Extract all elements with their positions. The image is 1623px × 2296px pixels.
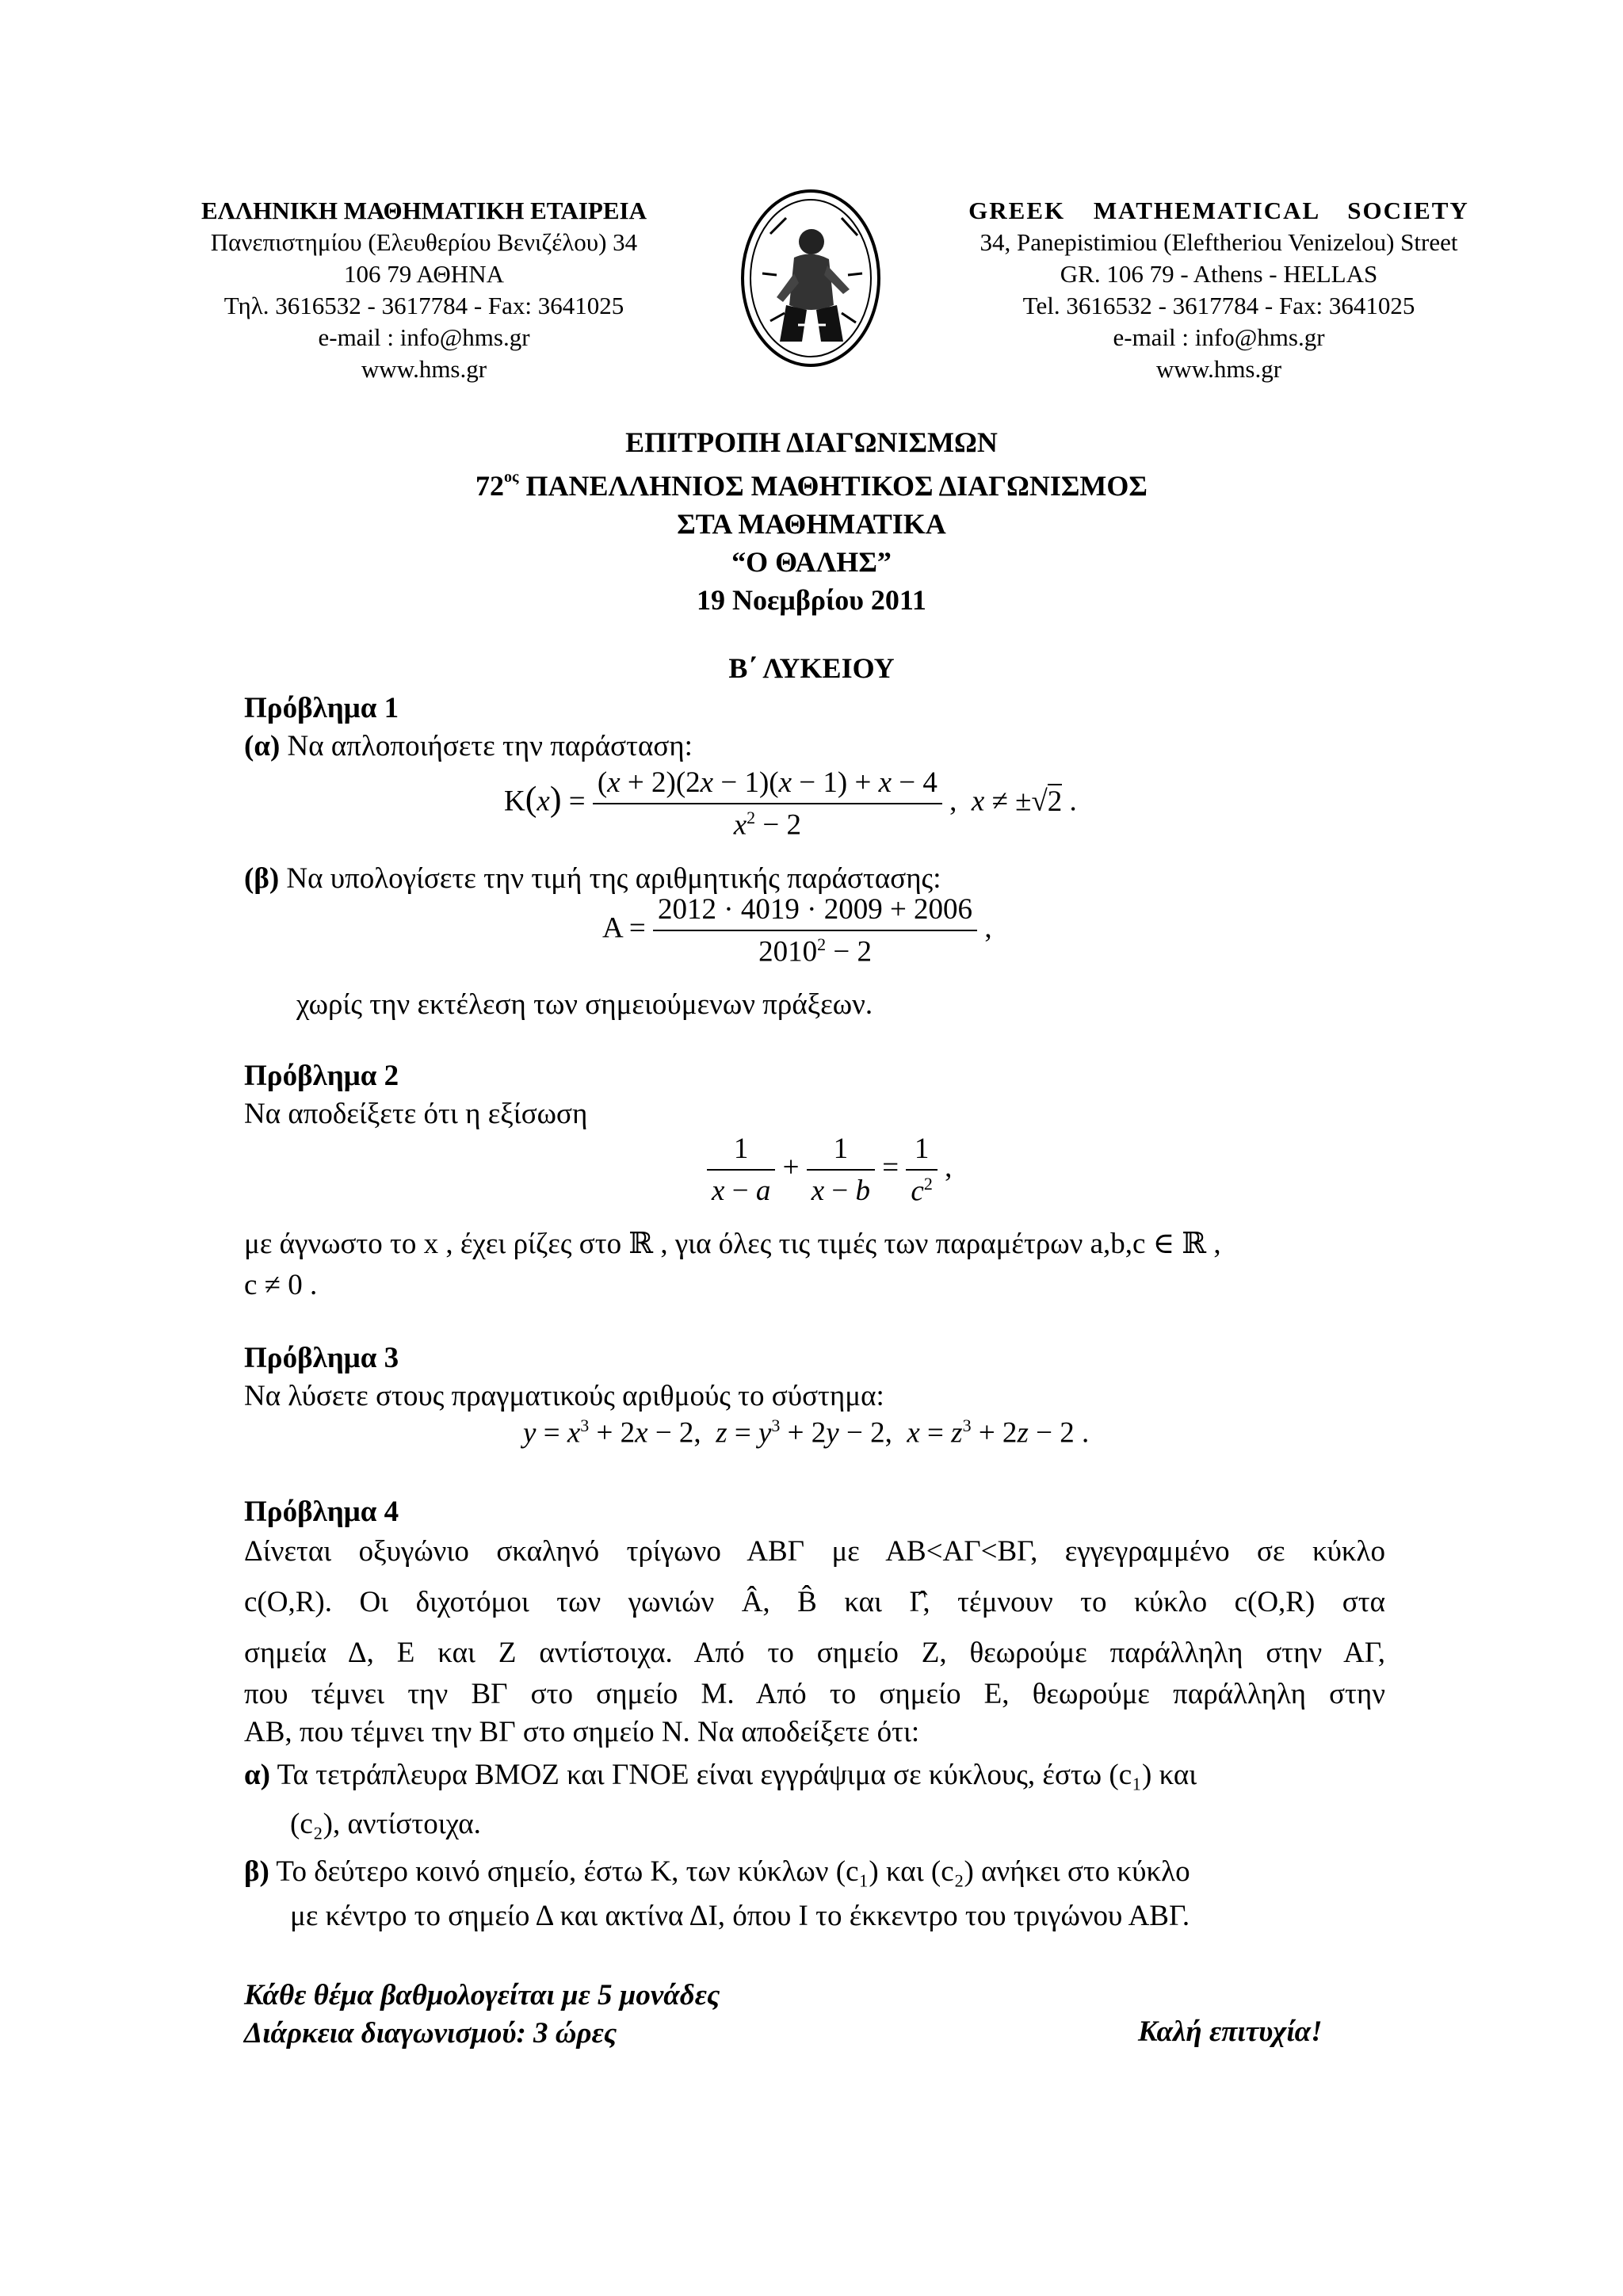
contest-date: 19 Νοεμβρίου 2011: [697, 584, 926, 616]
problem4-line2: c(O,R). Οι διχοτόμοι των γωνιών Â, B̂ και Γ̂, τέμνουν το κύκλο c(O,R) στα: [244, 1586, 1385, 1618]
contest-name: [0, 461, 1623, 505]
footer-good-luck: Καλή επιτυχία!: [1138, 2015, 1323, 2048]
part-a-text: Να απλοποιήσετε την παράσταση:: [280, 730, 693, 762]
problem2-intro: Να αποδείξετε ότι η εξίσωση: [244, 1098, 588, 1130]
p4-part-a-text: Τα τετράπλευρα ΒΜΟΖ και ΓΝΟΕ είναι εγγράψιμα σε κύκλους, έστω (c₁) και: [269, 1759, 1197, 1791]
part-b-label: (β): [244, 862, 280, 895]
problem1-heading: Πρόβλημα 1: [244, 692, 399, 724]
address-gr: Πανεπιστημίου (Ελευθερίου Βενιζέλου) 34: [210, 228, 638, 256]
problem2-line2: c ≠ 0 .: [244, 1269, 318, 1301]
contest-title: [0, 423, 1623, 619]
problem4-part-b-cont: με κέντρο το σημείο Δ και ακτίνα ΔΙ, όπου Ι το έκκεντρο του τριγώνου ΑΒΓ.: [290, 1900, 1190, 1932]
website-gr: www.hms.gr: [361, 355, 487, 383]
p4-part-a-label: α): [244, 1759, 270, 1791]
problem4-part-b: [244, 1853, 1190, 1891]
email-gr: e-mail : info@hms.gr: [318, 323, 530, 351]
email-en: e-mail : info@hms.gr: [1113, 323, 1325, 351]
city-en: GR. 106 79 - Athens - HELLAS: [1060, 260, 1378, 288]
website-en: www.hms.gr: [1155, 355, 1282, 383]
committee-title: ΕΠΙΤΡΟΠΗ ΔΙΑΓΩΝΙΣΜΩΝ: [625, 426, 998, 458]
problem1-note: χωρίς την εκτέλεση των σημειούμενων πράξεων.: [296, 988, 873, 1021]
problem4-line3: σημεία Δ, Ε και Ζ αντίστοιχα. Από το σημείο Ζ, θεωρούμε παράλληλη στην ΑΓ,: [244, 1637, 1385, 1669]
p4-part-b-label: β): [244, 1855, 269, 1888]
address-en: 34, Panepistimiou (Eleftheriou Venizelou) Street: [980, 228, 1458, 256]
society-name-en: GREEK MATHEMATICAL SOCIETY: [968, 197, 1469, 224]
problem1-expression-a: A = $\frac{2012 \cdot 4019 \cdot 2009 + 2006}{2010^2 - 2}$ ,: [602, 893, 992, 968]
contest-name-rest: ΠΑΝΕΛΛΗΝΙΟΣ ΜΑΘΗΤΙΚΟΣ ΔΙΑΓΩΝΙΣΜΟΣ: [518, 470, 1148, 502]
phone-en: Tel. 3616532 - 3617784 - Fax: 3641025: [1022, 292, 1415, 319]
part-b-text: Να υπολογίσετε την τιμή της αριθμητικής παράστασης:: [279, 862, 941, 895]
contest-nickname: “Ο ΘΑΛΗΣ”: [731, 546, 892, 578]
grade-level: Β΄ ΛΥΚΕΙΟΥ: [728, 652, 895, 684]
problem4-part-a-cont: (c₂), αντίστοιχα.: [290, 1808, 481, 1840]
problem3-intro: Να λύσετε στους πραγματικούς αριθμούς το σύστημα:: [244, 1380, 884, 1412]
problem3-system: $y = x^3 + 2x - 2$, $z = y^3 + 2y - 2$, $x = z^3 + 2z - 2$ .: [523, 1415, 1090, 1450]
phone-gr: Τηλ. 3616532 - 3617784 - Fax: 3641025: [223, 292, 624, 319]
city-gr: 106 79 ΑΘΗΝΑ: [344, 260, 504, 288]
problem2-heading: Πρόβλημα 2: [244, 1060, 399, 1092]
problem4-line1: Δίνεται οξυγώνιο σκαληνό τρίγωνο ΑΒΓ με ΑΒ<ΑΓ<ΒΓ, εγγεγραμμένο σε κύκλο: [244, 1535, 1385, 1568]
subject: ΣΤΑ ΜΑΘΗΜΑΤΙΚΑ: [677, 508, 946, 540]
footer-scoring: Κάθε θέμα βαθμολογείται με 5 μονάδες: [244, 1979, 720, 2011]
ordinal-suffix: ος: [504, 468, 519, 486]
problem4-line4: που τέμνει την ΒΓ στο σημείο Μ. Από το σημείο Ε, θεωρούμε παράλληλη στην: [244, 1678, 1385, 1710]
problem1-part-a: [244, 728, 693, 766]
contest-number: 72: [475, 470, 505, 502]
problem4-heading: Πρόβλημα 4: [244, 1496, 399, 1528]
problem4-line5: ΑΒ, που τέμνει την ΒΓ στο σημείο Ν. Να αποδείξετε ότι:: [244, 1716, 920, 1748]
problem2-equation: $\frac{1}{x - a}$ + $\frac{1}{x - b}$ = $\frac{1}{c^2}$ ,: [707, 1132, 952, 1208]
header-left: [147, 195, 701, 385]
p4-part-b-text: Το δεύτερο κοινό σημείο, έστω Κ, των κύκλων (c₁) και (c₂) ανήκει στο κύκλο: [269, 1855, 1190, 1888]
footer-duration: Διάρκεια διαγωνισμού: 3 ώρες: [244, 2017, 617, 2050]
part-a-label: (α): [244, 730, 281, 762]
problem4-part-a: [244, 1756, 1197, 1794]
problem2-line1: με άγνωστο το x , έχει ρίζες στο ℝ , για όλες τις τιμές των παραμέτρων a,b,c ∈ ℝ ,: [244, 1228, 1221, 1260]
society-seal-logo: [739, 186, 883, 370]
problem1-expression-k: K(x) = $\frac{(x + 2)(2x - 1)(x - 1) + x - 4}{x^2 - 2}$ , x ≠ ±√2 .: [504, 766, 1077, 842]
society-name-gr: ΕΛΛΗΝΙΚΗ ΜΑΘΗΜΑΤΙΚΗ ΕΤΑΙΡΕΙΑ: [201, 197, 647, 224]
header-right: [941, 195, 1496, 385]
problem3-heading: Πρόβλημα 3: [244, 1342, 399, 1374]
